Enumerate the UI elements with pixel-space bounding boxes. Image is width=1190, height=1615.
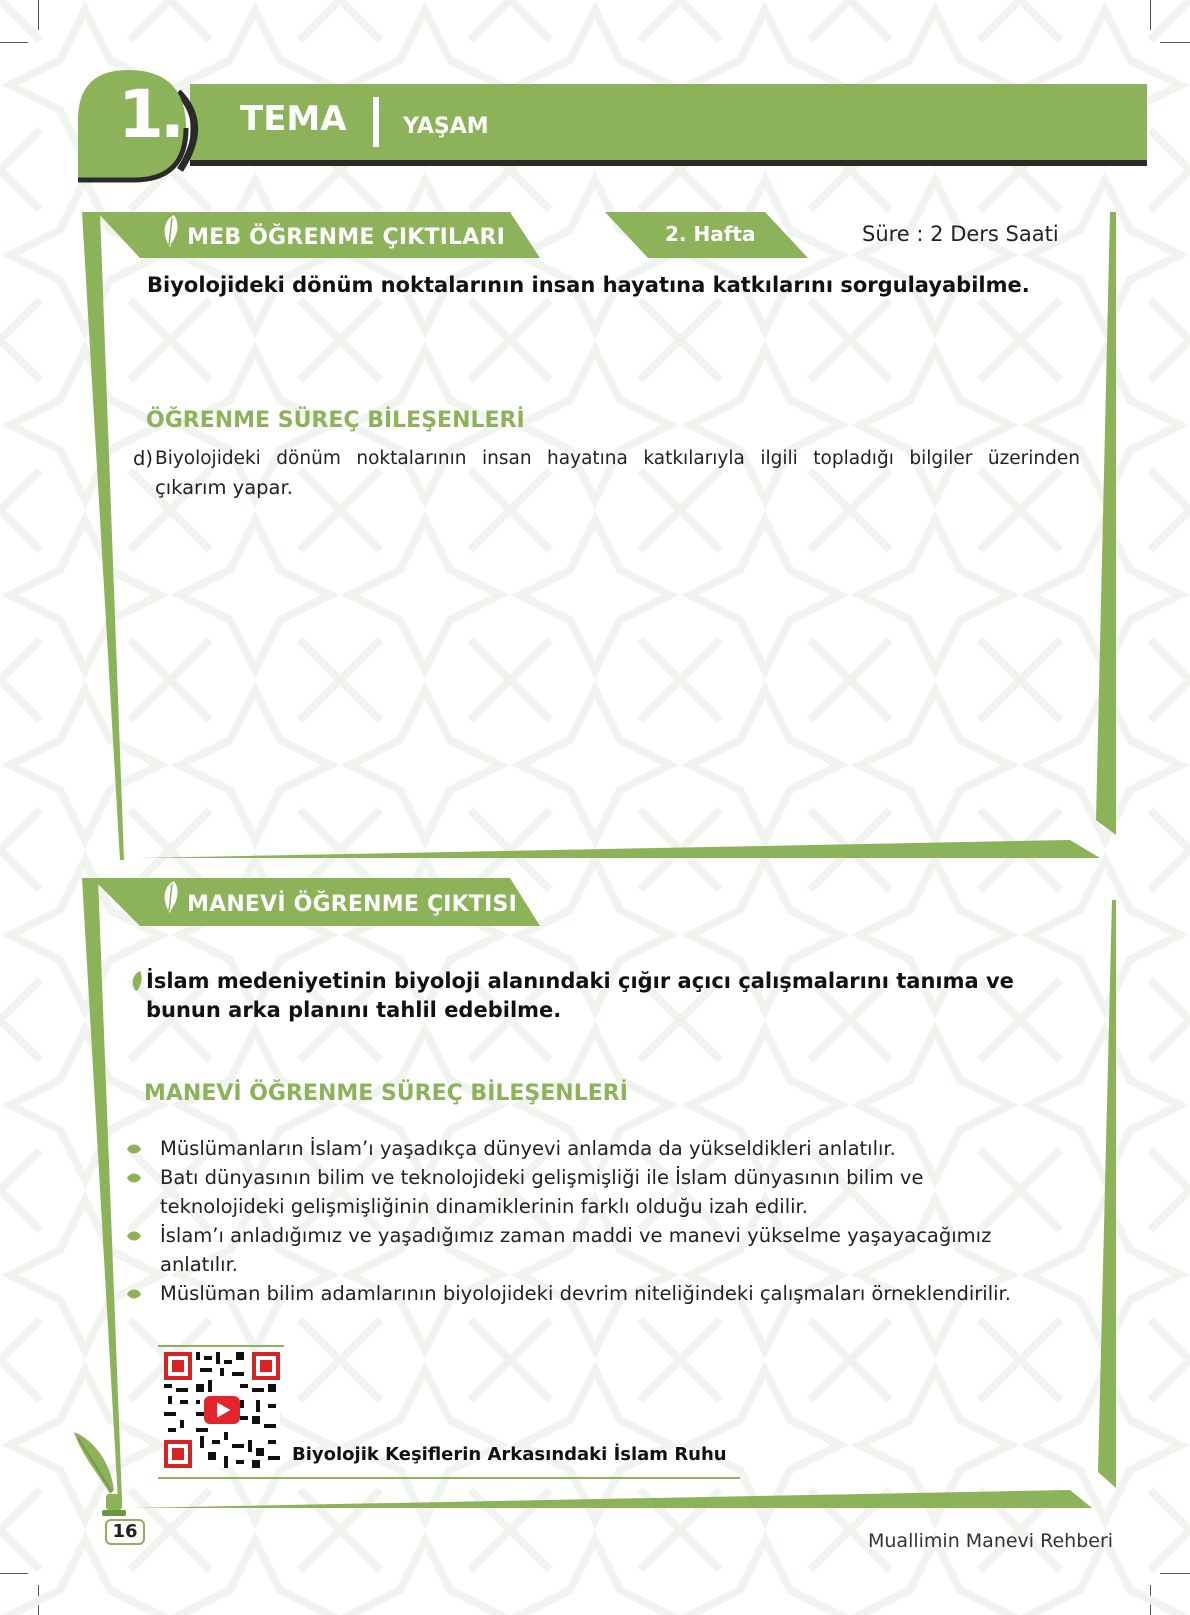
duration-label: Süre : 2 Ders Saati <box>862 222 1059 246</box>
unit-number: 1. <box>118 76 181 153</box>
meb-outcome: Biyolojideki dönüm noktalarının insan hayatına katkılarını sorgulayabilme. <box>147 273 1030 297</box>
qr-top-rule <box>158 1345 284 1347</box>
unit-title: YAŞAM <box>403 114 489 139</box>
unit-label: TEMA <box>240 99 347 139</box>
bullet-text: İslam’ı anladığımız ve yaşadığımız zaman maddi ve manevi yükselme yaşayacağımız anlatılır. <box>160 1224 992 1276</box>
meb-process-line-2: çıkarım yapar. <box>155 476 293 499</box>
leaf-bullet-icon <box>130 970 144 992</box>
leaf-bullet-icon <box>126 1288 142 1300</box>
list-item <box>126 1279 1046 1308</box>
video-caption: Biyolojik Keşiflerin Arkasındaki İslam Ruhu <box>292 1444 727 1465</box>
meb-process-line-1: Biyolojideki dönüm noktalarının insan hayatına katkılarıyla ilgili topladığı bilgiler üzerinden <box>155 448 1080 469</box>
book-title: Muallimin Manevi Rehberi <box>868 1530 1114 1552</box>
leaf-bullet-icon <box>126 1172 142 1184</box>
manevi-outcome-line-2: bunun arka planını tahlil edebilme. <box>146 998 562 1022</box>
page-number: 16 <box>105 1519 145 1545</box>
bullet-text: Müslümanların İslam’ı yaşadıkça dünyevi anlamda da yükseldikleri anlatılır. <box>160 1137 896 1160</box>
bullet-text: Batı dünyasının bilim ve teknolojideki gelişmişliği ile İslam dünyasının bilim ve teknolojideki gelişmişliğinin dinamiklerinin farklı olduğu izah edilir. <box>160 1166 924 1218</box>
list-item <box>126 1221 1046 1279</box>
list-item <box>126 1134 1046 1163</box>
meb-ribbon-title: MEB ÖĞRENME ÇIKTILARI <box>187 225 506 250</box>
bullet-text: Müslüman bilim adamlarının biyolojideki devrim niteliğindeki çalışmaları örneklendirilir. <box>160 1282 1011 1305</box>
manevi-ribbon-title: MANEVİ ÖĞRENME ÇIKTISI <box>187 892 517 917</box>
meb-process-heading: ÖĞRENME SÜREÇ BİLEŞENLERİ <box>146 408 525 433</box>
list-item <box>126 1163 1046 1221</box>
week-label: 2. Hafta <box>665 222 756 246</box>
leaf-bullet-icon <box>126 1143 142 1155</box>
manevi-bullet-list <box>126 1134 1046 1308</box>
quill-feather-icon <box>160 880 182 914</box>
qr-code-with-video-play-icon[interactable] <box>164 1352 280 1468</box>
meb-process-marker: d) <box>133 447 153 470</box>
quill-inkwell-icon <box>70 1430 130 1520</box>
quill-feather-icon <box>160 214 182 248</box>
leaf-bullet-icon <box>126 1230 142 1242</box>
qr-bottom-rule <box>158 1477 740 1479</box>
manevi-outcome-line-1: İslam medeniyetinin biyoloji alanındaki çığır açıcı çalışmalarını tanıma ve <box>146 969 1014 993</box>
manevi-process-heading: MANEVİ ÖĞRENME SÜREÇ BİLEŞENLERİ <box>144 1081 628 1106</box>
